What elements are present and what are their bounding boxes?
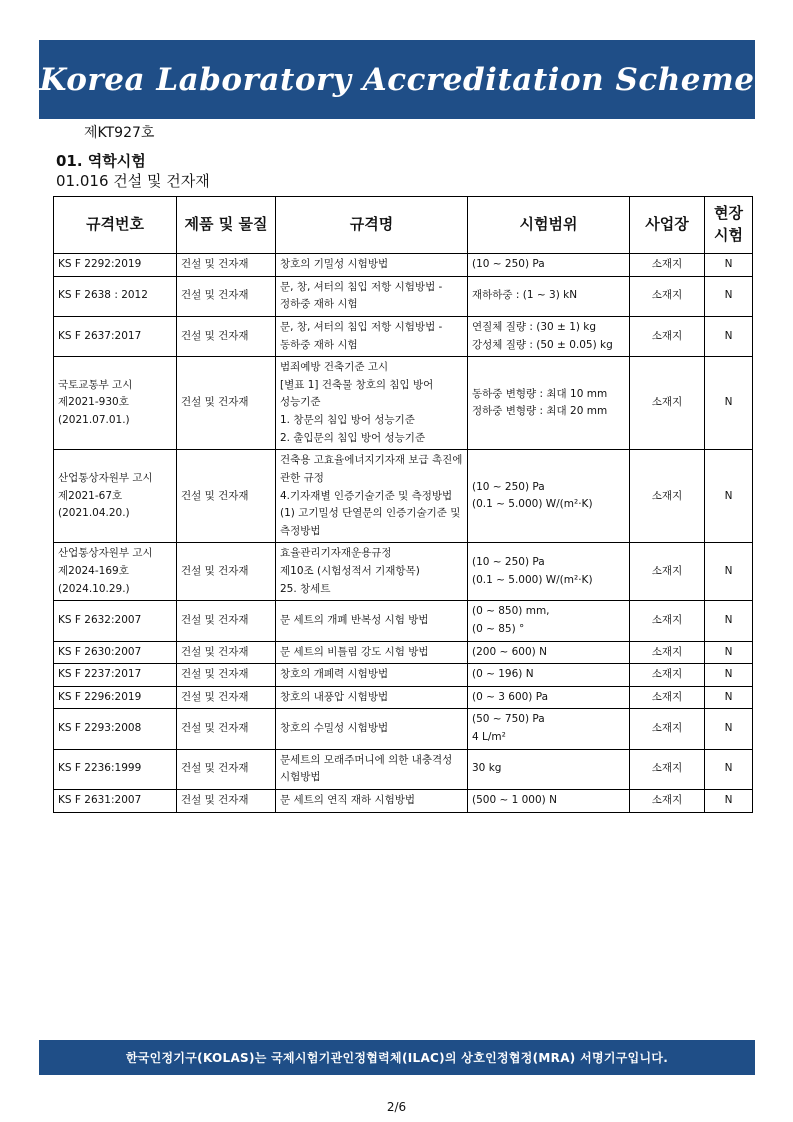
cell-test-range: (10 ~ 250) Pa (0.1 ~ 5.000) W/(m²·K) [468, 450, 630, 543]
cell-field-test: N [705, 357, 753, 450]
cell-standard-no: KS F 2630:2007 [54, 641, 177, 664]
cell-standard-name: 문, 창, 셔터의 침입 저항 시험방법 - 동하중 재하 시험 [276, 316, 468, 356]
table-row [54, 601, 753, 641]
table-row [54, 749, 753, 789]
cell-standard-name: 문 세트의 연직 재하 시험방법 [276, 789, 468, 812]
cell-standard-no: KS F 2632:2007 [54, 601, 177, 641]
cell-field-test: N [705, 749, 753, 789]
cell-product: 건설 및 건자재 [177, 601, 276, 641]
cell-product: 건설 및 건자재 [177, 749, 276, 789]
table-row [54, 450, 753, 543]
cell-site: 소재지 [630, 749, 705, 789]
cell-site: 소재지 [630, 664, 705, 687]
header-banner [39, 40, 755, 119]
cell-standard-no: 산업통상자원부 고시 제2021-67호 (2021.04.20.) [54, 450, 177, 543]
table-row [54, 686, 753, 709]
cell-standard-name: 문 세트의 비틀림 강도 시험 방법 [276, 641, 468, 664]
cell-field-test: N [705, 641, 753, 664]
subsection-title: 01.016 건설 및 건자재 [56, 172, 210, 190]
table-row [54, 664, 753, 687]
cell-product: 건설 및 건자재 [177, 641, 276, 664]
cell-field-test: N [705, 789, 753, 812]
page-number: 2/6 [386, 1100, 407, 1114]
cell-test-range: (500 ~ 1 000) N [468, 789, 630, 812]
cell-product: 건설 및 건자재 [177, 664, 276, 687]
cell-field-test: N [705, 543, 753, 601]
cell-standard-name: 효율관리기자재운용규정 제10조 (시험성적서 기재항목) 25. 창세트 [276, 543, 468, 601]
col-header-test-range: 시험범위 [468, 197, 630, 254]
cell-product: 건설 및 건자재 [177, 686, 276, 709]
cell-field-test: N [705, 664, 753, 687]
footer-text: 한국인정기구(KOLAS)는 국제시험기관인정협력체(ILAC)의 상호인정협정(MRA) 서명기구입니다. [125, 1051, 669, 1065]
cell-standard-no: KS F 2293:2008 [54, 709, 177, 749]
col-header-standard-no: 규격번호 [54, 197, 177, 254]
cell-site: 소재지 [630, 686, 705, 709]
cell-product: 건설 및 건자재 [177, 709, 276, 749]
cell-standard-name: 문세트의 모래주머니에 의한 내충격성 시험방법 [276, 749, 468, 789]
header-title: Korea Laboratory Accreditation Scheme [39, 61, 755, 98]
cell-standard-no: KS F 2296:2019 [54, 686, 177, 709]
cell-field-test: N [705, 276, 753, 316]
cell-product: 건설 및 건자재 [177, 543, 276, 601]
col-header-product: 제품 및 물질 [177, 197, 276, 254]
cell-standard-name: 문 세트의 개폐 반복성 시험 방법 [276, 601, 468, 641]
cell-site: 소재지 [630, 789, 705, 812]
cell-product: 건설 및 건자재 [177, 357, 276, 450]
cell-product: 건설 및 건자재 [177, 316, 276, 356]
col-header-standard-name: 규격명 [276, 197, 468, 254]
cell-standard-name: 창호의 수밀성 시험방법 [276, 709, 468, 749]
table-row [54, 254, 753, 277]
table-row [54, 316, 753, 356]
cell-standard-name: 창호의 기밀성 시험방법 [276, 254, 468, 277]
cell-site: 소재지 [630, 357, 705, 450]
cell-test-range: (10 ~ 250) Pa [468, 254, 630, 277]
table-row [54, 789, 753, 812]
cell-standard-name: 창호의 내풍압 시험방법 [276, 686, 468, 709]
cell-standard-name: 창호의 개폐력 시험방법 [276, 664, 468, 687]
col-header-field-test: 현장 시험 [705, 197, 753, 254]
accreditation-scope-table [53, 196, 753, 813]
cell-standard-no: KS F 2236:1999 [54, 749, 177, 789]
cell-test-range: (10 ~ 250) Pa (0.1 ~ 5.000) W/(m²·K) [468, 543, 630, 601]
cell-standard-name: 건축용 고효율에너지기자재 보급 촉진에 관한 규정 4.기자재별 인증기술기준 및 측정방법 (1) 고기밀성 단열문의 인증기술기준 및 측정방법 [276, 450, 468, 543]
cell-product: 건설 및 건자재 [177, 450, 276, 543]
table-header-row [54, 197, 753, 254]
cell-site: 소재지 [630, 254, 705, 277]
table-row [54, 357, 753, 450]
cell-standard-no: KS F 2637:2017 [54, 316, 177, 356]
footer-banner [39, 1040, 755, 1075]
cell-site: 소재지 [630, 641, 705, 664]
cell-field-test: N [705, 450, 753, 543]
certificate-number: 제KT927호 [84, 125, 155, 141]
cell-site: 소재지 [630, 316, 705, 356]
cell-test-range: (0 ~ 850) mm, (0 ~ 85) ° [468, 601, 630, 641]
cell-field-test: N [705, 316, 753, 356]
cell-test-range: 동하중 변형량 : 최대 10 mm 정하중 변형량 : 최대 20 mm [468, 357, 630, 450]
cell-field-test: N [705, 686, 753, 709]
cell-standard-no: KS F 2292:2019 [54, 254, 177, 277]
table-row [54, 276, 753, 316]
cell-test-range: 재하하중 : (1 ~ 3) kN [468, 276, 630, 316]
cell-test-range: (0 ~ 196) N [468, 664, 630, 687]
cell-site: 소재지 [630, 450, 705, 543]
cell-product: 건설 및 건자재 [177, 254, 276, 277]
cell-test-range: (200 ~ 600) N [468, 641, 630, 664]
cell-product: 건설 및 건자재 [177, 276, 276, 316]
cell-standard-name: 범죄예방 건축기준 고시 [별표 1] 건축물 창호의 침입 방어 성능기준 1. 창문의 침입 방어 성능기준 2. 출입문의 침입 방어 성능기준 [276, 357, 468, 450]
cell-field-test: N [705, 254, 753, 277]
cell-field-test: N [705, 601, 753, 641]
cell-standard-no: KS F 2237:2017 [54, 664, 177, 687]
cell-standard-no: 국토교통부 고시 제2021-930호 (2021.07.01.) [54, 357, 177, 450]
cell-site: 소재지 [630, 709, 705, 749]
table-row [54, 709, 753, 749]
cell-test-range: (50 ~ 750) Pa 4 L/m² [468, 709, 630, 749]
cell-field-test: N [705, 709, 753, 749]
cell-standard-no: 산업통상자원부 고시 제2024-169호 (2024.10.29.) [54, 543, 177, 601]
cell-site: 소재지 [630, 601, 705, 641]
section-title: 01. 역학시험 [56, 152, 146, 170]
cell-standard-name: 문, 창, 셔터의 침입 저항 시험방법 - 정하중 재하 시험 [276, 276, 468, 316]
table-row [54, 641, 753, 664]
cell-test-range: 30 kg [468, 749, 630, 789]
cell-site: 소재지 [630, 543, 705, 601]
cell-site: 소재지 [630, 276, 705, 316]
cell-standard-no: KS F 2631:2007 [54, 789, 177, 812]
col-header-site: 사업장 [630, 197, 705, 254]
cell-product: 건설 및 건자재 [177, 789, 276, 812]
table-row [54, 543, 753, 601]
cell-test-range: 연질체 질량 : (30 ± 1) kg 강성체 질량 : (50 ± 0.05) kg [468, 316, 630, 356]
cell-standard-no: KS F 2638 : 2012 [54, 276, 177, 316]
cell-test-range: (0 ~ 3 600) Pa [468, 686, 630, 709]
